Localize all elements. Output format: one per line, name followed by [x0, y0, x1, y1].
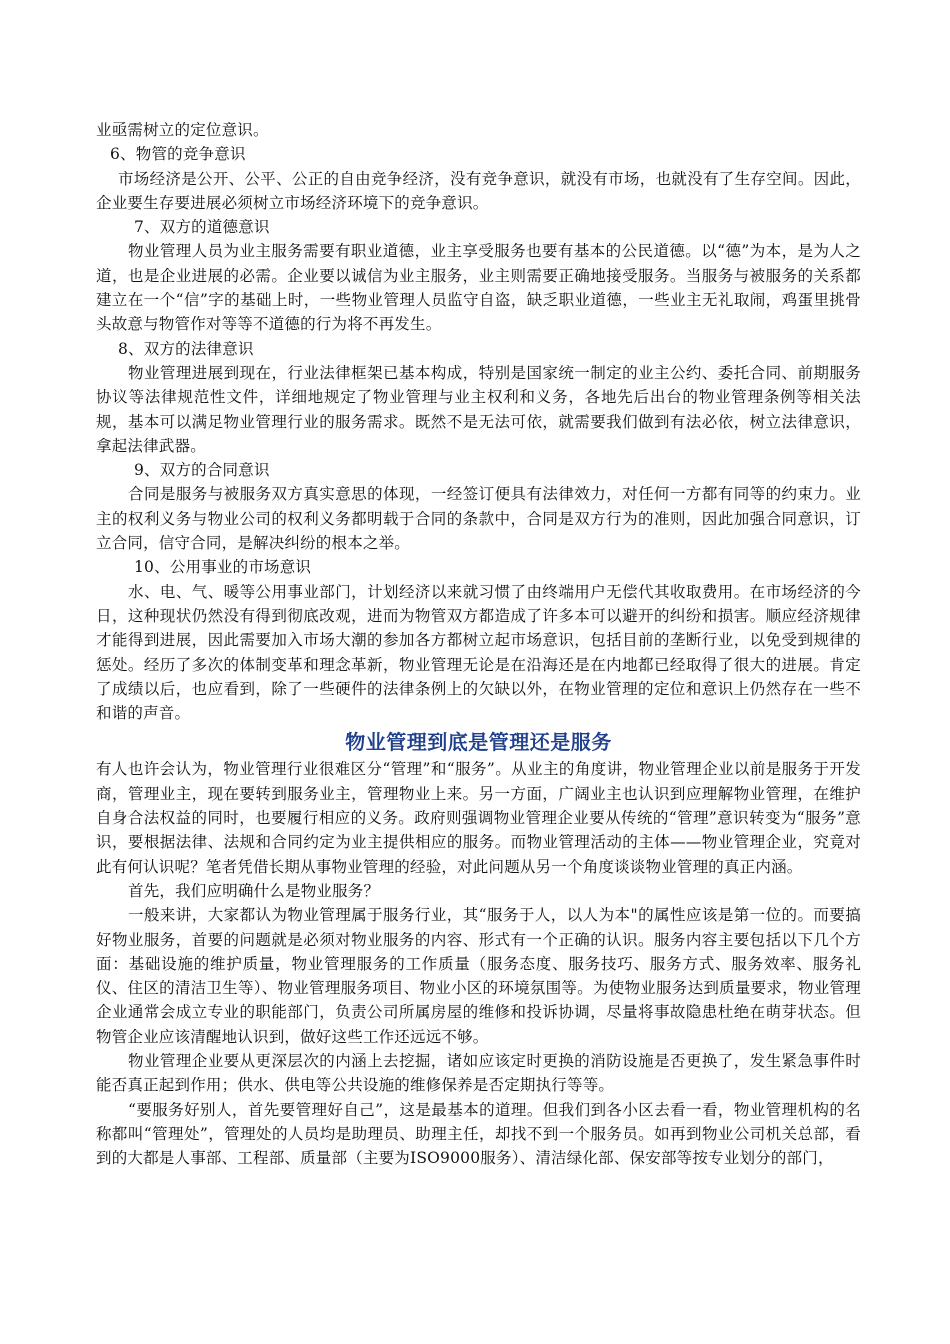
paragraph-public-utility: 水、电、气、暖等公用事业部门，计划经济以来就习惯了由终端用户无偿代其收取费用。在市场经济的今日，这种现状仍然没有得到彻底改观，进而为物管双方都造成了许多本可以避开的纠纷和损害。顺应经济规律才能得到进展，因此需要加入市场大潮的参加各方都树立起市场意识，包括目前的垄断行业，以免受到规律的惩处。经历了多次的体制变革和理念革新，物业管理无论是在沿海还是在内地都已经取得了很大的进展。肯定了成绩以后，也应看到，除了一些硬件的法律条例上的欠缺以外，在物业管理的定位和意识上仍然存在一些不和谐的声音。 [96, 582, 861, 723]
paragraph-ethics: 物业管理人员为业主服务需要有职业道德，业主享受服务也要有基本的公民道德。以“德”为本，是为人之道，也是企业进展的必需。企业要以诚信为业主服务，业主则需要正确地接受服务。当服务与被服务的关系都建立在一个“信”字的基础上时，一些物业管理人员监守自盗，缺乏职业道德，一些业主无礼取闹，鸡蛋里挑骨头故意与物管作对等等不道德的行为将不再发生。 [96, 242, 861, 334]
paragraph-competition: 市场经济是公开、公平、公正的自由竞争经济，没有竞争意识，就没有市场，也就没有了生存空间。因此，企业要生存要进展必须树立市场经济环境下的竞争意识。 [96, 169, 861, 212]
paragraph-contract: 合同是服务与被服务双方真实意思的体现，一经签订便具有法律效力，对任何一方都有同等的约束力。业主的权利义务与物业公司的权利义务都明载于合同的条款中，合同是双方行为的准则，因此加强合同意识，订立合同，信守合同，是解决纠纷的根本之举。 [96, 485, 861, 553]
document-page [96, 118, 861, 1170]
heading-competition: 6、物管的竞争意识 [110, 145, 246, 164]
section-title: 物业管理到底是管理还是服务 [345, 730, 612, 755]
paragraph-intro-tail: 业亟需树立的定位意识。 [96, 121, 269, 139]
paragraph-law: 物业管理进展到现在，行业法律框架已基本构成，特别是国家统一制定的业主公约、委托合同、前期服务协议等法律规范性文件，详细地规定了物业管理与业主权利和义务，各地先后出台的物业管理条例等相关法规，基本可以满足物业管理行业的服务需求。既然不是无法可依，就需要我们做到有法必依，树立法律意识，拿起法律武器。 [96, 363, 861, 455]
section-paragraph-4: 物业管理企业要从更深层次的内涵上去挖掘，诸如应该定时更换的消防设施是否更换了，发生紧急事件时能否真正起到作用；供水、供电等公共设施的维修保养是否定期执行等等。 [96, 1051, 861, 1095]
heading-ethics: 7、双方的道德意识 [134, 218, 270, 237]
heading-public-utility: 10、公用事业的市场意识 [134, 558, 312, 577]
section-paragraph-2: 首先，我们应明确什么是物业服务？ [128, 881, 380, 900]
section-paragraph-3: 一般来讲，大家都认为物业管理属于服务行业，其“服务于人，以人为本"的属性应该是第一位的。而要搞好物业服务，首要的问题就是必须对物业服务的内容、形式有一个正确的认识。服务内容主要包括以下几个方面：基础设施的维护质量，物业管理服务的工作质量（服务态度、服务技巧、服务方式、服务效率、服务礼仪、住区的清洁卫生等）、物业管理服务项目、物业小区的环境氛围等。为使物业服务达到质量要求，物业管理企业通常会成立专业的职能部门，负责公司所属房屋的维修和投诉协调，尽量将事故隐患杜绝在萌芽状态。但物管企业应该清醒地认识到，做好这些工作还远远不够。 [96, 906, 861, 1046]
heading-contract: 9、双方的合同意识 [134, 461, 270, 480]
heading-law: 8、双方的法律意识 [118, 339, 254, 358]
section-paragraph-1: 有人也许会认为，物业管理行业很难区分“管理”和“服务”。从业主的角度讲，物业管理企业以前是服务于开发商，管理业主，现在要转到服务业主，管理物业上来。另一方面，广阔业主也认识到应理解物业管理，在维护自身合法权益的同时，也要履行相应的义务。政府则强调物业管理企业要从传统的“管理”意识转变为“服务”意识，要根据法律、法规和合同约定为业主提供相应的服务。而物业管理活动的主体——物业管理企业，究竟对此有何认识呢？笔者凭借长期从事物业管理的经验，对此问题从另一个角度谈谈物业管理的真正内涵。 [96, 760, 861, 876]
section-paragraph-5: “要服务好别人，首先要管理好自己”，这是最基本的道理。但我们到各小区去看一看，物业管理机构的名称都叫“管理处”，管理处的人员均是助理员、助理主任，却找不到一个服务员。如再到物业公司机关总部，看到的大都是人事部、工程部、质量部（主要为ISO9000服务）、清洁绿化部、保安部等按专业划分的部门， [96, 1100, 861, 1168]
